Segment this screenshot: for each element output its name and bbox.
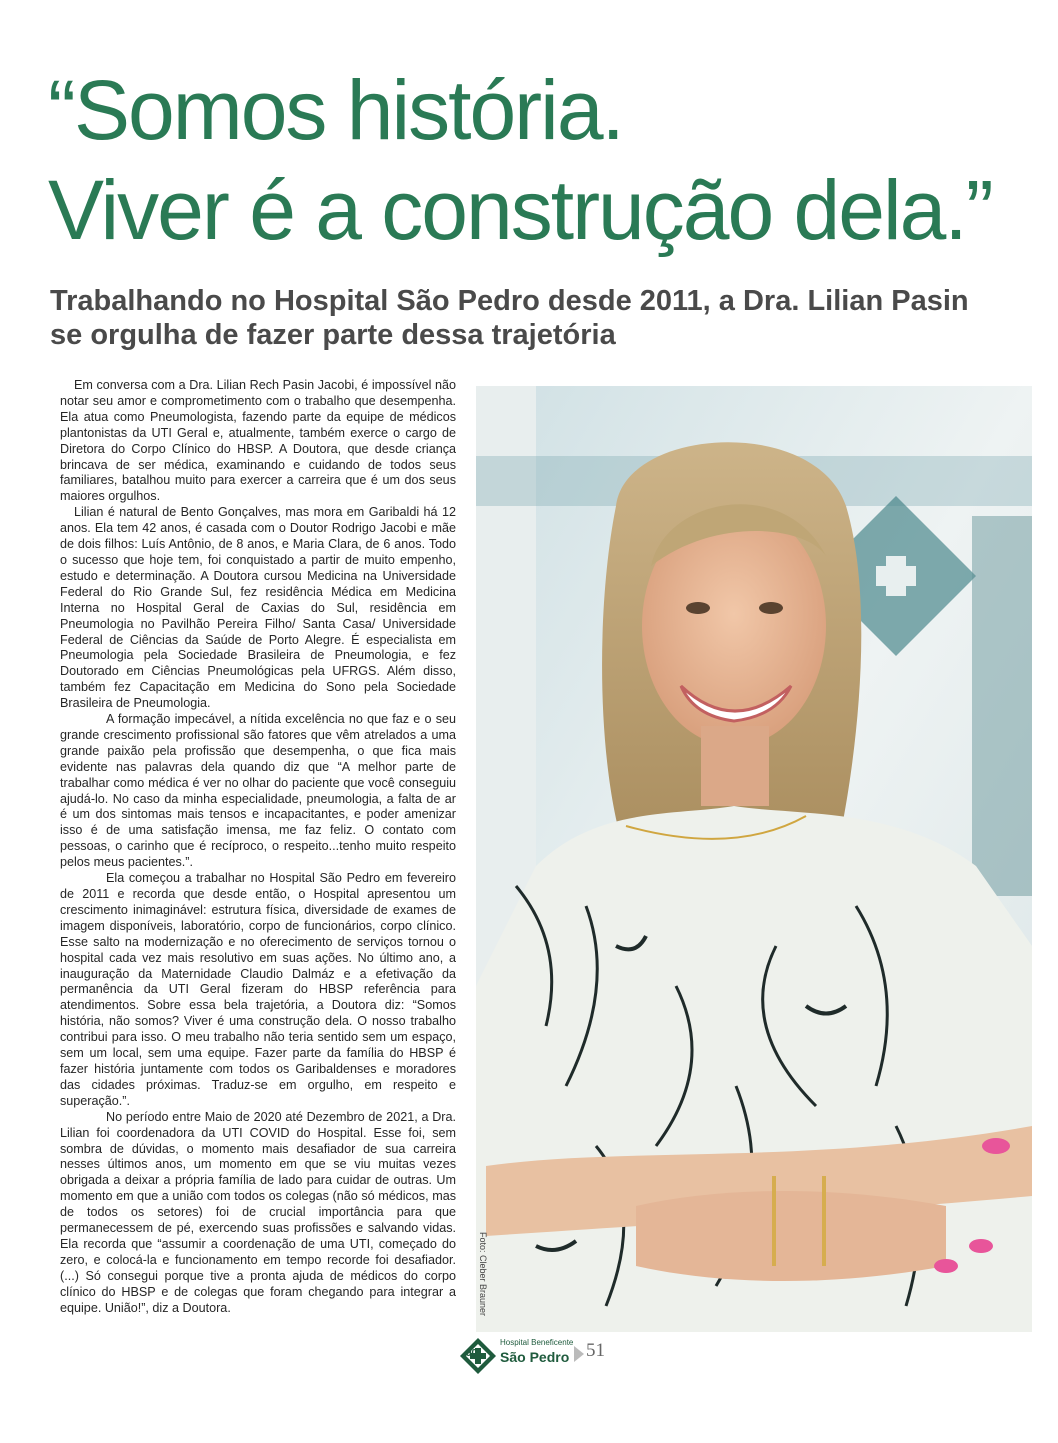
article-paragraph: Ela começou a trabalhar no Hospital São Pedro em fevereiro de 2011 e recorda que desde então, o Hospital apresentou um crescimento inimaginável: estrutura física, diversidade de exames de imagem disponíveis, laboratório, corpo de funcionários, corpo clínico. Esse salto na modernização e no oferecimento de serviços tornou o hospital cada vez mais resolutivo em suas ações. No último ano, a inauguração da Maternidade Claudio Dalmáz e a efetivação da permanência da UTI Geral fizeram do HBSP referência para atendimentos. Sobre essa bela trajetória, a Doutora diz: “Somos história, não somos? Viver é uma construção dela. O nosso trabalho contribui para isso. O meu trabalho não teria sentido sem um espaço, sem um local, sem uma equipe. Fazer parte da família do HBSP é fazer história juntamente com todos os Garibaldenses e moradores das cidades próximas. Traduz-se em orgulho, em respeito e superação.”. <box>60 871 456 1108</box>
subtitle-line-1: Trabalhando no Hospital São Pedro desde 2011, a Dra. Lilian Pasin <box>50 285 969 317</box>
photo-credit <box>476 1232 490 1332</box>
arrow-right-icon <box>574 1346 584 1362</box>
article-paragraph: Em conversa com a Dra. Lilian Rech Pasin Jacobi, é impossível não notar seu amor e comprometimento com o trabalho que desempenha. Ela atua como Pneumologista, fazendo parte da equipe de médicos plantonistas da UTI Geral e, atualmente, também exerce o cargo de Diretora do Corpo Clínico do HBSP. A Doutora, que desde criança brincava de ser médica, examinando e cuidando de todos seus familiares, batalhou muito para exercer a carreira que é um dos seus maiores orgulhos. <box>60 378 456 504</box>
logo-years: 90 <box>466 1348 478 1359</box>
headline-line-1: “Somos história. <box>48 63 623 157</box>
logo-small-text: Hospital Beneficente <box>500 1338 574 1347</box>
page-number: 51 <box>586 1340 605 1361</box>
subtitle-line-2: se orgulha de fazer parte dessa trajetória <box>50 319 616 351</box>
headline-line-2: Viver é a construção dela.” <box>48 163 992 257</box>
headline <box>48 60 1028 260</box>
article-paragraph: Lilian é natural de Bento Gonçalves, mas mora em Garibaldi há 12 anos. Ela tem 42 anos, é casada com o Doutor Rodrigo Jacobi e mãe de dois filhos: Luís Antônio, de 8 anos, e Maria Clara, de 6 anos. Todo o sucesso que hoje tem, foi conquistado a partir de muito empenho, estudo e determinação. A Doutora cursou Medicina na Universidade Federal do Rio Grande Sul, fez residência Médica em Medicina Interna no Hospital Geral de Caxias do Sul, residência em Pneumologia no Pavilhão Pereira Filho/ Santa Casa/ Universidade Federal de Ciências da Saúde de Porto Alegre. É especialista em Pneumologia pela Sociedade Brasileira de Pneumologia, e fez Doutorado em Ciências Pneumológicas pela UFRGS. Além disso, também fez Capacitação em Medicina do Sono pela Sociedade Brasileira de Pneumologia. <box>60 505 456 711</box>
article-body <box>60 378 456 1316</box>
logo-name: São Pedro <box>500 1349 570 1365</box>
photo-credit-text: Foto: Cleber Brauner <box>478 1232 488 1317</box>
subtitle <box>50 284 1030 352</box>
portrait-photo <box>476 386 1032 1332</box>
footer <box>460 1336 640 1376</box>
article-paragraph: No período entre Maio de 2020 até Dezembro de 2021, a Dra. Lilian foi coordenadora da UTI COVID do Hospital. Esse foi, sem sombra de dúvidas, o momento mais desafiador de sua carreira nesses últimos anos, um momento em que se viu muitas vezes obrigada a deixar a própria família de lado para cuidar de outras. Um momento em que a união com todos os colegas (não só médicos, mas de todos os setores) foi de crucial importância para que permanecessem de pé, exercendo suas profissões e salvando vidas. Ela recorda que “assumir a coordenação de uma UTI, começado do zero, e colocá-la e funcionamento em tempo recorde foi desafiador. (...) Só consegui porque tive a pronta ajuda de médicos do corpo clínico do HBSP e de colegas que foram chegando para integrar a equipe. União!”, diz a Doutora. <box>60 1109 456 1315</box>
article-paragraph: A formação impecável, a nítida excelência no que faz e o seu grande crescimento profissional são fatores que vêm atrelados a uma grande paixão pela profissão que desempenha, o que fica mais evidente nas palavras dela quando diz que “A melhor parte de trabalhar como médica é ver no olhar do paciente que você conseguiu ajudá-lo. No caso da minha especialidade, pneumologia, a falta de ar é um dos sintomas mais tensos e incapacitantes, e poder amenizar isso é de uma satisfação imensa, me faz feliz. O contato com pessoas, o carinho que é recíproco, o respeito...tenho muito respeito pelos meus pacientes.”. <box>60 712 456 870</box>
portrait-illustration <box>476 386 1032 1332</box>
